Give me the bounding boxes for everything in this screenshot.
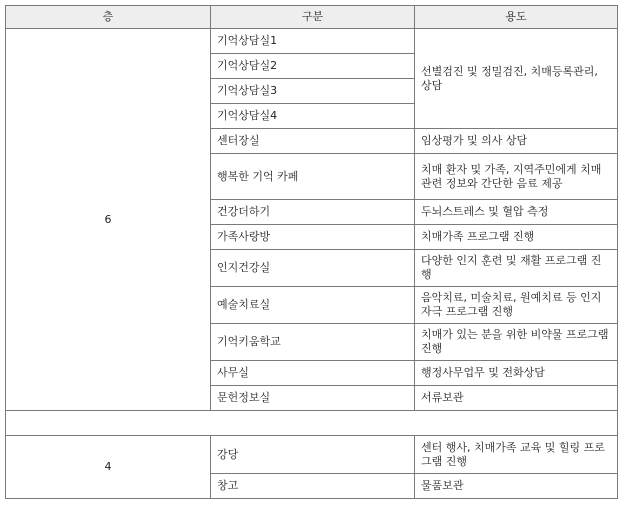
header-category: 구분 xyxy=(211,6,415,29)
room-name: 기억상담실3 xyxy=(211,79,415,104)
room-use: 두뇌스트레스 및 혈압 측정 xyxy=(415,200,618,225)
facility-table xyxy=(5,5,618,499)
facility-table-container xyxy=(5,5,618,499)
room-use: 선별검진 및 정밀검진, 치매등록관리, 상담 xyxy=(415,29,618,129)
room-name: 가족사랑방 xyxy=(211,225,415,250)
spacer-cell xyxy=(6,411,618,436)
room-name: 강당 xyxy=(211,436,415,474)
room-use: 음악치료, 미술치료, 원예치료 등 인지 자극 프로그램 진행 xyxy=(415,287,618,324)
room-use: 행정사무업무 및 전화상담 xyxy=(415,361,618,386)
room-name: 기억상담실2 xyxy=(211,54,415,79)
floor-cell-6: 6 xyxy=(6,29,211,411)
room-name: 기억상담실1 xyxy=(211,29,415,54)
room-name: 건강더하기 xyxy=(211,200,415,225)
table-row xyxy=(6,29,618,54)
header-floor: 층 xyxy=(6,6,211,29)
room-name: 기억상담실4 xyxy=(211,104,415,129)
room-use: 임상평가 및 의사 상담 xyxy=(415,129,618,154)
room-use: 치매가 있는 분을 위한 비약물 프로그램 진행 xyxy=(415,324,618,361)
floor-cell-4: 4 xyxy=(6,436,211,499)
room-name: 센터장실 xyxy=(211,129,415,154)
room-name: 인지건강실 xyxy=(211,250,415,287)
room-use: 서류보관 xyxy=(415,386,618,411)
room-use: 다양한 인지 훈련 및 재활 프로그램 진행 xyxy=(415,250,618,287)
room-name: 행복한 기억 카페 xyxy=(211,154,415,200)
room-name: 사무실 xyxy=(211,361,415,386)
room-name: 기억키움학교 xyxy=(211,324,415,361)
spacer-row xyxy=(6,411,618,436)
room-name: 예술치료실 xyxy=(211,287,415,324)
header-row xyxy=(6,6,618,29)
room-use: 치매 환자 및 가족, 지역주민에게 치매 관련 정보와 간단한 음료 제공 xyxy=(415,154,618,200)
room-use: 센터 행사, 치매가족 교육 및 힐링 프로그램 진행 xyxy=(415,436,618,474)
room-use: 치매가족 프로그램 진행 xyxy=(415,225,618,250)
room-name: 창고 xyxy=(211,474,415,499)
room-name: 문헌정보실 xyxy=(211,386,415,411)
room-use: 물품보관 xyxy=(415,474,618,499)
header-use: 용도 xyxy=(415,6,618,29)
table-row xyxy=(6,436,618,474)
